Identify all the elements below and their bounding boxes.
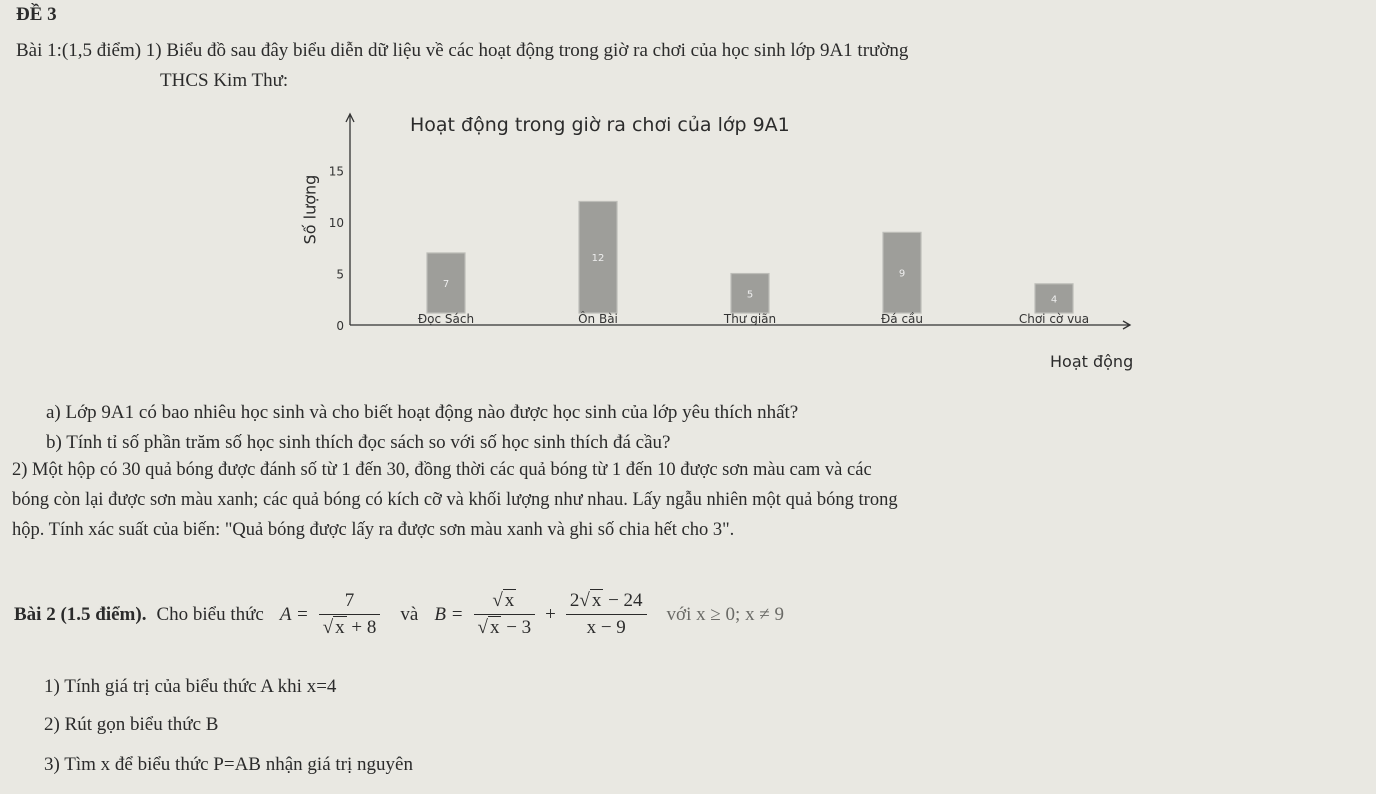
- x-tick-label: Đọc Sách: [417, 312, 475, 326]
- y-tick-label: 15: [328, 164, 344, 179]
- part2-line2: bóng còn lại được sơn màu xanh; các quả bóng có kích cỡ và khối lượng như nhau. Lấy ngẫu nhiên một quả bóng trong: [12, 490, 898, 510]
- bai2-label: Bài 2 (1.5 điểm).: [14, 603, 147, 625]
- expr-b-denominator-2: x − 9: [566, 614, 647, 639]
- sqrt-x-b2-radicand: x: [591, 590, 602, 611]
- bai1-intro-line1: Bài 1:(1,5 điểm) 1) Biểu đồ sau đây biểu diễn dữ liệu về các hoạt động trong giờ ra chơi của học sinh lớp 9A1 trường: [16, 40, 909, 61]
- and-word: và: [400, 603, 419, 625]
- part2-line1: 2) Một hộp có 30 quả bóng được đánh số từ 1 đến 30, đồng thời các quả bóng từ 1 đến 10 được sơn màu cam và các: [12, 460, 872, 480]
- expr-b-num2-head: 2: [569, 590, 580, 611]
- expr-a-fraction: [319, 590, 381, 639]
- sqrt-x-radicand: x: [335, 617, 345, 638]
- y-axis-label: Số lượng: [300, 174, 320, 245]
- expr-b-fraction-2: [566, 590, 647, 639]
- sqrt-x-b2: √ x: [579, 590, 602, 611]
- part2-line3: hộp. Tính xác suất của biến: "Quả bóng được lấy ra được sơn màu xanh và ghi số chia hết cho 3".: [12, 520, 735, 540]
- bai2-intro: Cho biểu thức: [156, 603, 264, 625]
- expr-a-label: A =: [279, 603, 309, 625]
- x-tick-label: Ôn Bài: [578, 312, 618, 326]
- x-tick-label: Thư giãn: [723, 312, 777, 326]
- expr-b-numerator-1: [474, 590, 536, 614]
- y-tick-label: 10: [328, 216, 344, 231]
- expr-b-fraction-1: [474, 590, 536, 639]
- expr-a-denominator: [319, 614, 381, 639]
- bai2-q2: 2) Rút gọn biểu thức B: [44, 714, 219, 735]
- condition: với x ≥ 0; x ≠ 9: [666, 603, 784, 625]
- page-title: ĐỀ 3: [16, 4, 57, 25]
- bai2-q1: 1) Tính giá trị của biểu thức A khi x=4: [44, 676, 337, 697]
- expr-a-numerator: 7: [344, 590, 355, 611]
- sqrt-x-b1-radicand: x: [504, 590, 515, 611]
- sqrt-x-b1: √ x: [492, 590, 515, 611]
- bar-chart-svg: [280, 100, 1160, 380]
- expr-b-num2-tail: − 24: [608, 590, 643, 611]
- y-tick-label: 5: [336, 267, 344, 282]
- bar-data-label: 4: [1050, 294, 1058, 306]
- sqrt-x: √ x: [322, 617, 345, 638]
- expr-a-den-tail: + 8: [351, 617, 377, 638]
- chart-title: Hoạt động trong giờ ra chơi của lớp 9A1: [410, 114, 790, 136]
- expr-b-numerator-2: [566, 590, 647, 614]
- bai1-intro-line2: THCS Kim Thư:: [160, 70, 289, 91]
- sqrt-x-b1d: √ x: [477, 617, 500, 638]
- x-tick-label: Đá cầu: [880, 312, 924, 326]
- bar-data-label: 9: [898, 268, 906, 280]
- bai2-expression-line: [14, 590, 784, 639]
- plus-sign: +: [545, 603, 556, 625]
- expr-b-denominator-1: [474, 614, 536, 639]
- question-b: b) Tính tỉ số phần trăm số học sinh thích đọc sách so với số học sinh thích đá cầu?: [46, 432, 671, 453]
- question-a: a) Lớp 9A1 có bao nhiêu học sinh và cho biết hoạt động nào được học sinh của lớp yêu thích nhất?: [46, 402, 799, 423]
- y-tick-label: 0: [336, 319, 344, 333]
- bar-data-label: 7: [442, 278, 450, 290]
- x-tick-label: Chơi cờ vua: [1018, 312, 1090, 326]
- expr-b-den1-tail: − 3: [506, 617, 532, 638]
- bar-chart: [280, 100, 1160, 380]
- sqrt-x-b1d-radicand: x: [489, 617, 500, 638]
- x-axis-label: Hoạt động: [1050, 352, 1134, 371]
- expr-b-label: B =: [434, 603, 464, 625]
- bar-data-label: 12: [591, 253, 605, 265]
- bai2-q3: 3) Tìm x để biểu thức P=AB nhận giá trị nguyên: [44, 754, 413, 775]
- bar-data-label: 5: [746, 289, 754, 301]
